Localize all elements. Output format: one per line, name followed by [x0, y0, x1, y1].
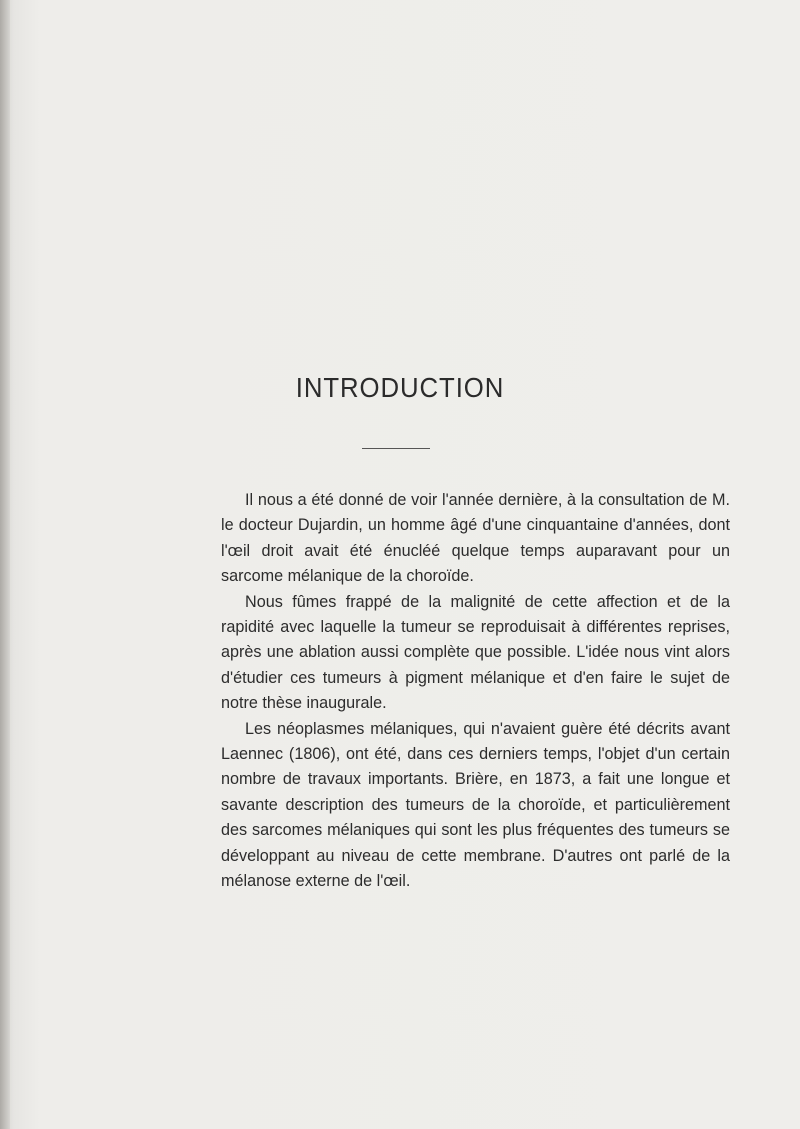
- title-rule: [362, 448, 430, 449]
- paragraph-2: Nous fûmes frappé de la malignité de cette affection et de la rapidité avec laquelle la tumeur se reproduisait à différentes reprises, après une ablation aussi complète que possible. L'idée nous vint alors d'étudier ces tumeurs à pigment mélanique et d'en faire le sujet de notre thèse inaugurale.: [221, 592, 730, 713]
- page-title: INTRODUCTION: [295, 372, 505, 403]
- page-edge-shadow: [0, 0, 10, 1129]
- paragraph-1: Il nous a été donné de voir l'année dernière, à la consultation de M. le docteur Dujardin, un homme âgé d'une cinquantaine d'années, dont l'œil droit avait été énucléé quelque temps auparavant pour un sarcome mélanique de la choroïde.: [221, 491, 730, 586]
- body-text: [221, 488, 730, 895]
- paragraph-3: Les néoplasmes mélaniques, qui n'avaient guère été décrits avant Laennec (1806), ont été, dans ces derniers temps, l'objet d'un certain nombre de travaux importants. Brière, en 1873, a fait une longue et savante description des tumeurs de la choroïde, et particulièrement des sarcomes mélaniques qui sont les plus fréquentes des tumeurs se développant au niveau de cette membrane. D'autres ont parlé de la mélanose externe de l'œil.: [221, 719, 730, 891]
